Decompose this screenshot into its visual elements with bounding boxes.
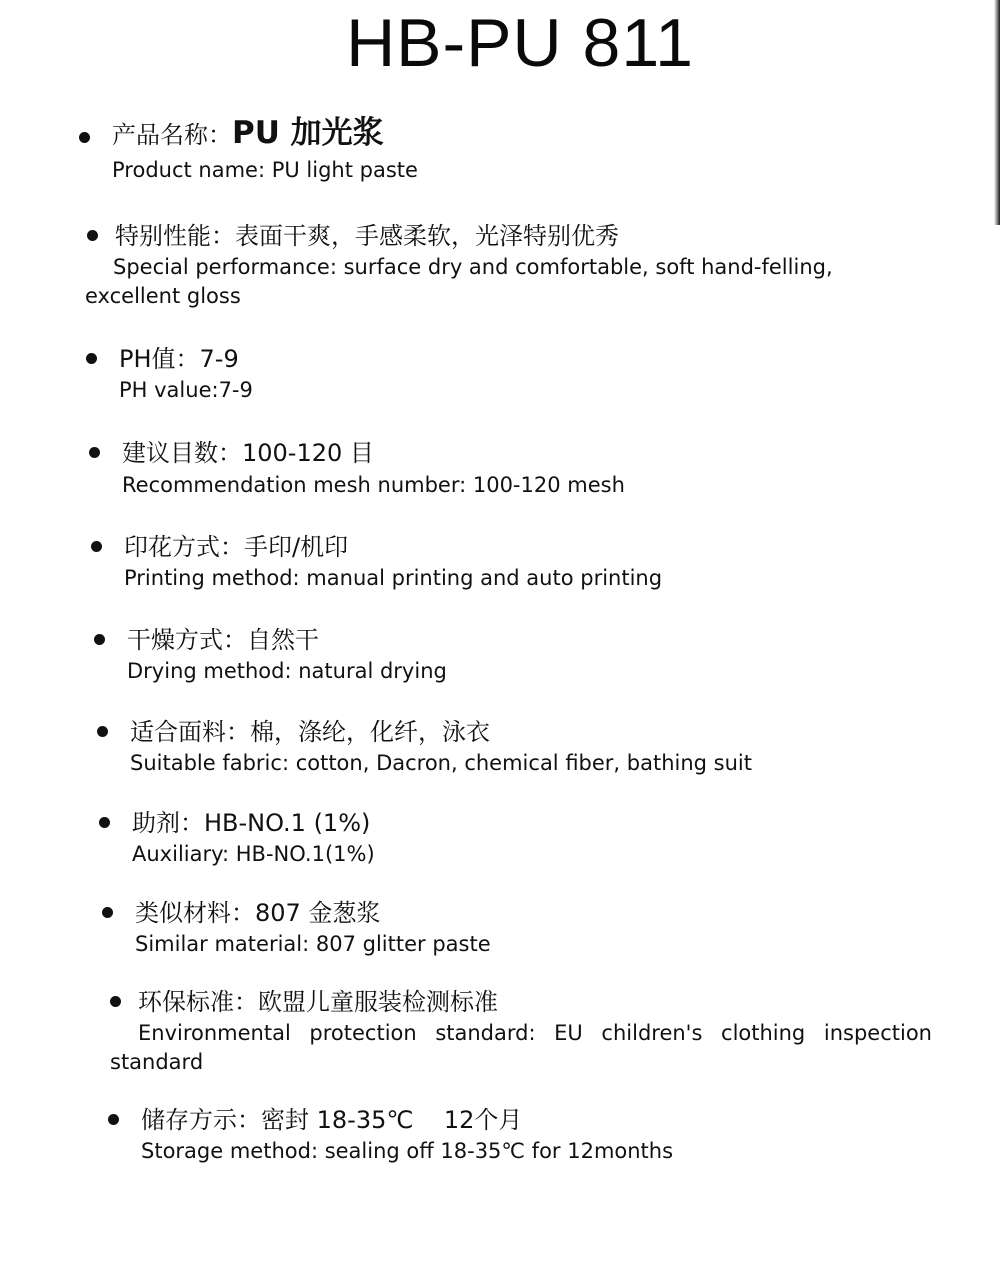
spec-item-suitable-fabric [130,717,752,778]
spec-item-drying-method [127,625,447,686]
bullet-icon [94,634,105,645]
spec-text-en: Similar material: 807 glitter paste [135,932,491,956]
bullet-icon [110,996,121,1007]
spec-item-mesh-number [122,438,625,500]
bullet-icon [102,907,113,918]
spec-item-storage-method [141,1105,673,1166]
spec-value-cn: PU 加光浆 [232,115,384,151]
spec-text-en: Drying method: natural drying [127,659,447,683]
spec-item-ph-value [119,344,253,405]
spec-item-product-name [112,115,418,185]
spec-text-cn: 环保标准：欧盟儿童服装检测标准 [138,988,498,1016]
bullet-icon [91,541,102,552]
spec-item-similar-material [135,898,491,959]
spec-text-en: PH value:7-9 [119,378,253,402]
bullet-icon [99,817,110,828]
spec-text-en: Product name: PU light paste [112,158,418,182]
spec-text-en: Storage method: sealing off 18-35℃ for 12months [141,1139,674,1163]
bullet-icon [89,447,100,458]
spec-text-cn: 储存方示：密封 18-35℃ 12个月 [141,1106,523,1134]
spec-text-cn: 干燥方式：自然干 [127,626,319,654]
spec-text-cn: 特别性能：表面干爽，手感柔软，光泽特别优秀 [115,222,619,250]
spec-text-en: Recommendation mesh number: 100-120 mesh [122,473,625,497]
spec-text-en: Special performance: surface dry and comfortable, soft hand-felling, excellent gloss [85,255,833,308]
spec-text-cn: 类似材料：807 金葱浆 [135,899,381,927]
spec-text-en: Suitable fabric: cotton, Dacron, chemical fiber, bathing suit [130,751,752,775]
spec-text-cn: PH值：7-9 [119,345,239,373]
spec-text-en: Environmental protection standard: EU children's clothing inspection standard [110,1021,932,1074]
spec-item-printing-method [124,532,662,593]
bullet-icon [79,132,90,143]
spec-text-cn: 助剂：HB-NO.1 (1%) [132,809,371,837]
bullet-icon [86,353,97,364]
bullet-icon [108,1114,119,1125]
spec-item-auxiliary [132,808,375,869]
bullet-icon [87,230,98,241]
spec-text-cn: 建议目数：100-120 目 [122,439,374,467]
spec-label-cn: 产品名称： [112,121,232,149]
spec-item-environmental-standard [110,987,932,1077]
spec-text-cn: 印花方式：手印/机印 [124,533,349,561]
product-code-title: HB-PU 811 [346,5,694,81]
spec-text-en: Printing method: manual printing and auto printing [124,566,663,590]
spec-item-special-performance [85,221,900,311]
spec-text-cn: 适合面料：棉，涤纶，化纤，泳衣 [130,718,490,746]
spec-text-en: Auxiliary: HB-NO.1(1%) [132,842,375,866]
bullet-icon [97,726,108,737]
